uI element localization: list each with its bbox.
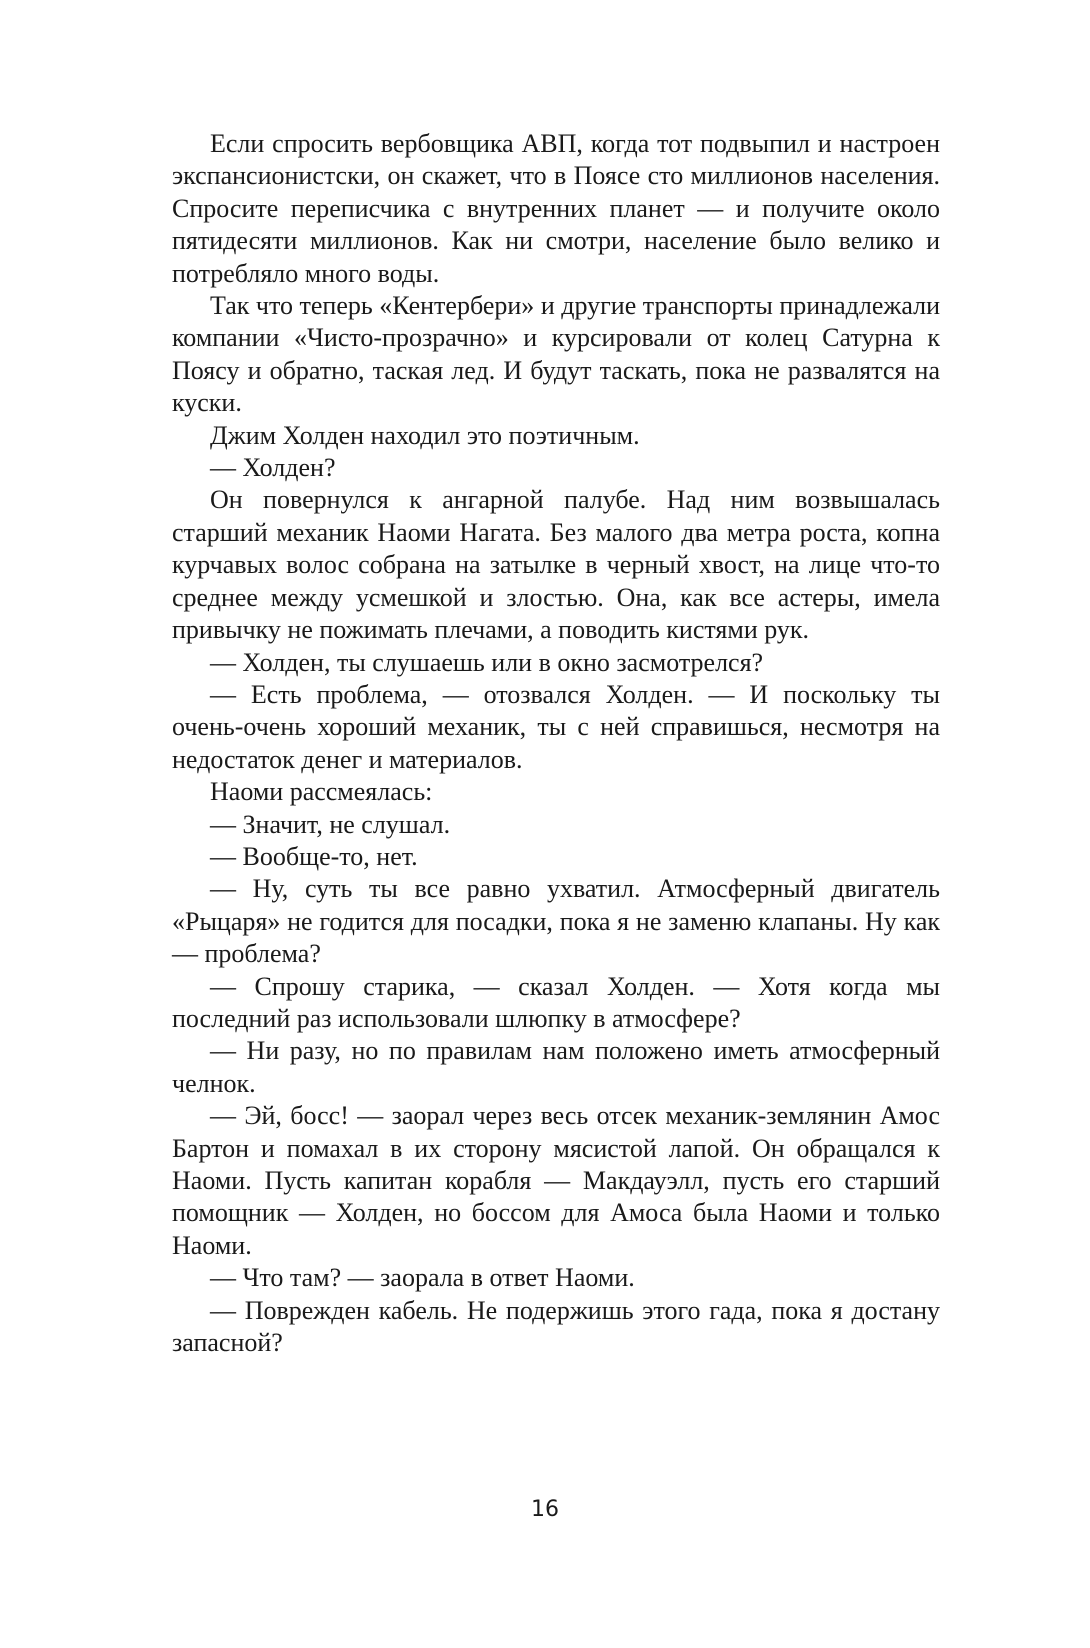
paragraph: — Что там? — заорала в ответ Наоми. xyxy=(210,1263,635,1293)
paragraph: — Ни разу, но по правилам нам положено иметь атмосферный челнок. xyxy=(172,1036,940,1098)
paragraph: — Есть проблема, — отозвался Холден. — И поскольку ты очень-очень хороший механик, ты с ней справишься, несмотря на недостаток денег и материалов. xyxy=(172,679,940,774)
paragraph: — Холден, ты слушаешь или в окно засмотрелся? xyxy=(210,647,764,677)
page-body-text xyxy=(172,128,940,1359)
paragraph: — Вообще-то, нет. xyxy=(210,841,418,871)
paragraph: — Поврежден кабель. Не подержишь этого гада, пока я достану запасной? xyxy=(172,1295,940,1358)
paragraph: — Значит, не слушал. xyxy=(210,809,451,839)
paragraph: — Холден? xyxy=(210,453,336,483)
paragraph: — Ну, суть ты все равно ухватил. Атмосферный двигатель «Рыцаря» не годится для посадки, пока я не заменю клапаны. Ну как — проблема? xyxy=(172,874,940,969)
paragraph: Он повернулся к ангарной палубе. Над ним возвышалась старший механик Наоми Нагата. Без малого два метра роста, копна курчавых волос собрана на затылке в черный хвост, на лице что-то среднее между усмешкой и злостью. Она, как все астеры, имела привычку не пожимать плечами, а поводить кистями рук. xyxy=(172,485,940,645)
paragraph: — Эй, босс! — заорал через весь отсек механик-землянин Амос Бартон и помахал в их сторону мясистой лапой. Он обращался к Наоми. Пусть капитан корабля — Макдауэлл, пусть его старший помощник — Холден, но боссом для Амоса была Наоми и только Наоми. xyxy=(172,1101,940,1260)
paragraph: Джим Холден находил это поэтичным. xyxy=(210,420,640,450)
paragraph: — Спрошу старика, — сказал Холден. — Хотя когда мы последний раз использовали шлюпку в атмосфере? xyxy=(172,971,940,1033)
page-number: 16 xyxy=(531,1497,559,1522)
paragraph: Наоми рассмеялась: xyxy=(210,777,433,807)
paragraph: Так что теперь «Кентербери» и другие транспорты принадлежали компании «Чисто-прозрачно» и курсировали от колец Сатурна к Поясу и обратно, таская лед. И будут таскать, пока не развалятся на куски. xyxy=(172,291,940,418)
paragraph: Если спросить вербовщика АВП, когда тот подвыпил и настроен экспансионистски, он скажет, что в Поясе сто миллионов населения. Спросите переписчика с внутренних планет — и получите около пятидесяти миллионов. Как ни смотри, население было велико и потребляло много воды. xyxy=(172,129,940,288)
